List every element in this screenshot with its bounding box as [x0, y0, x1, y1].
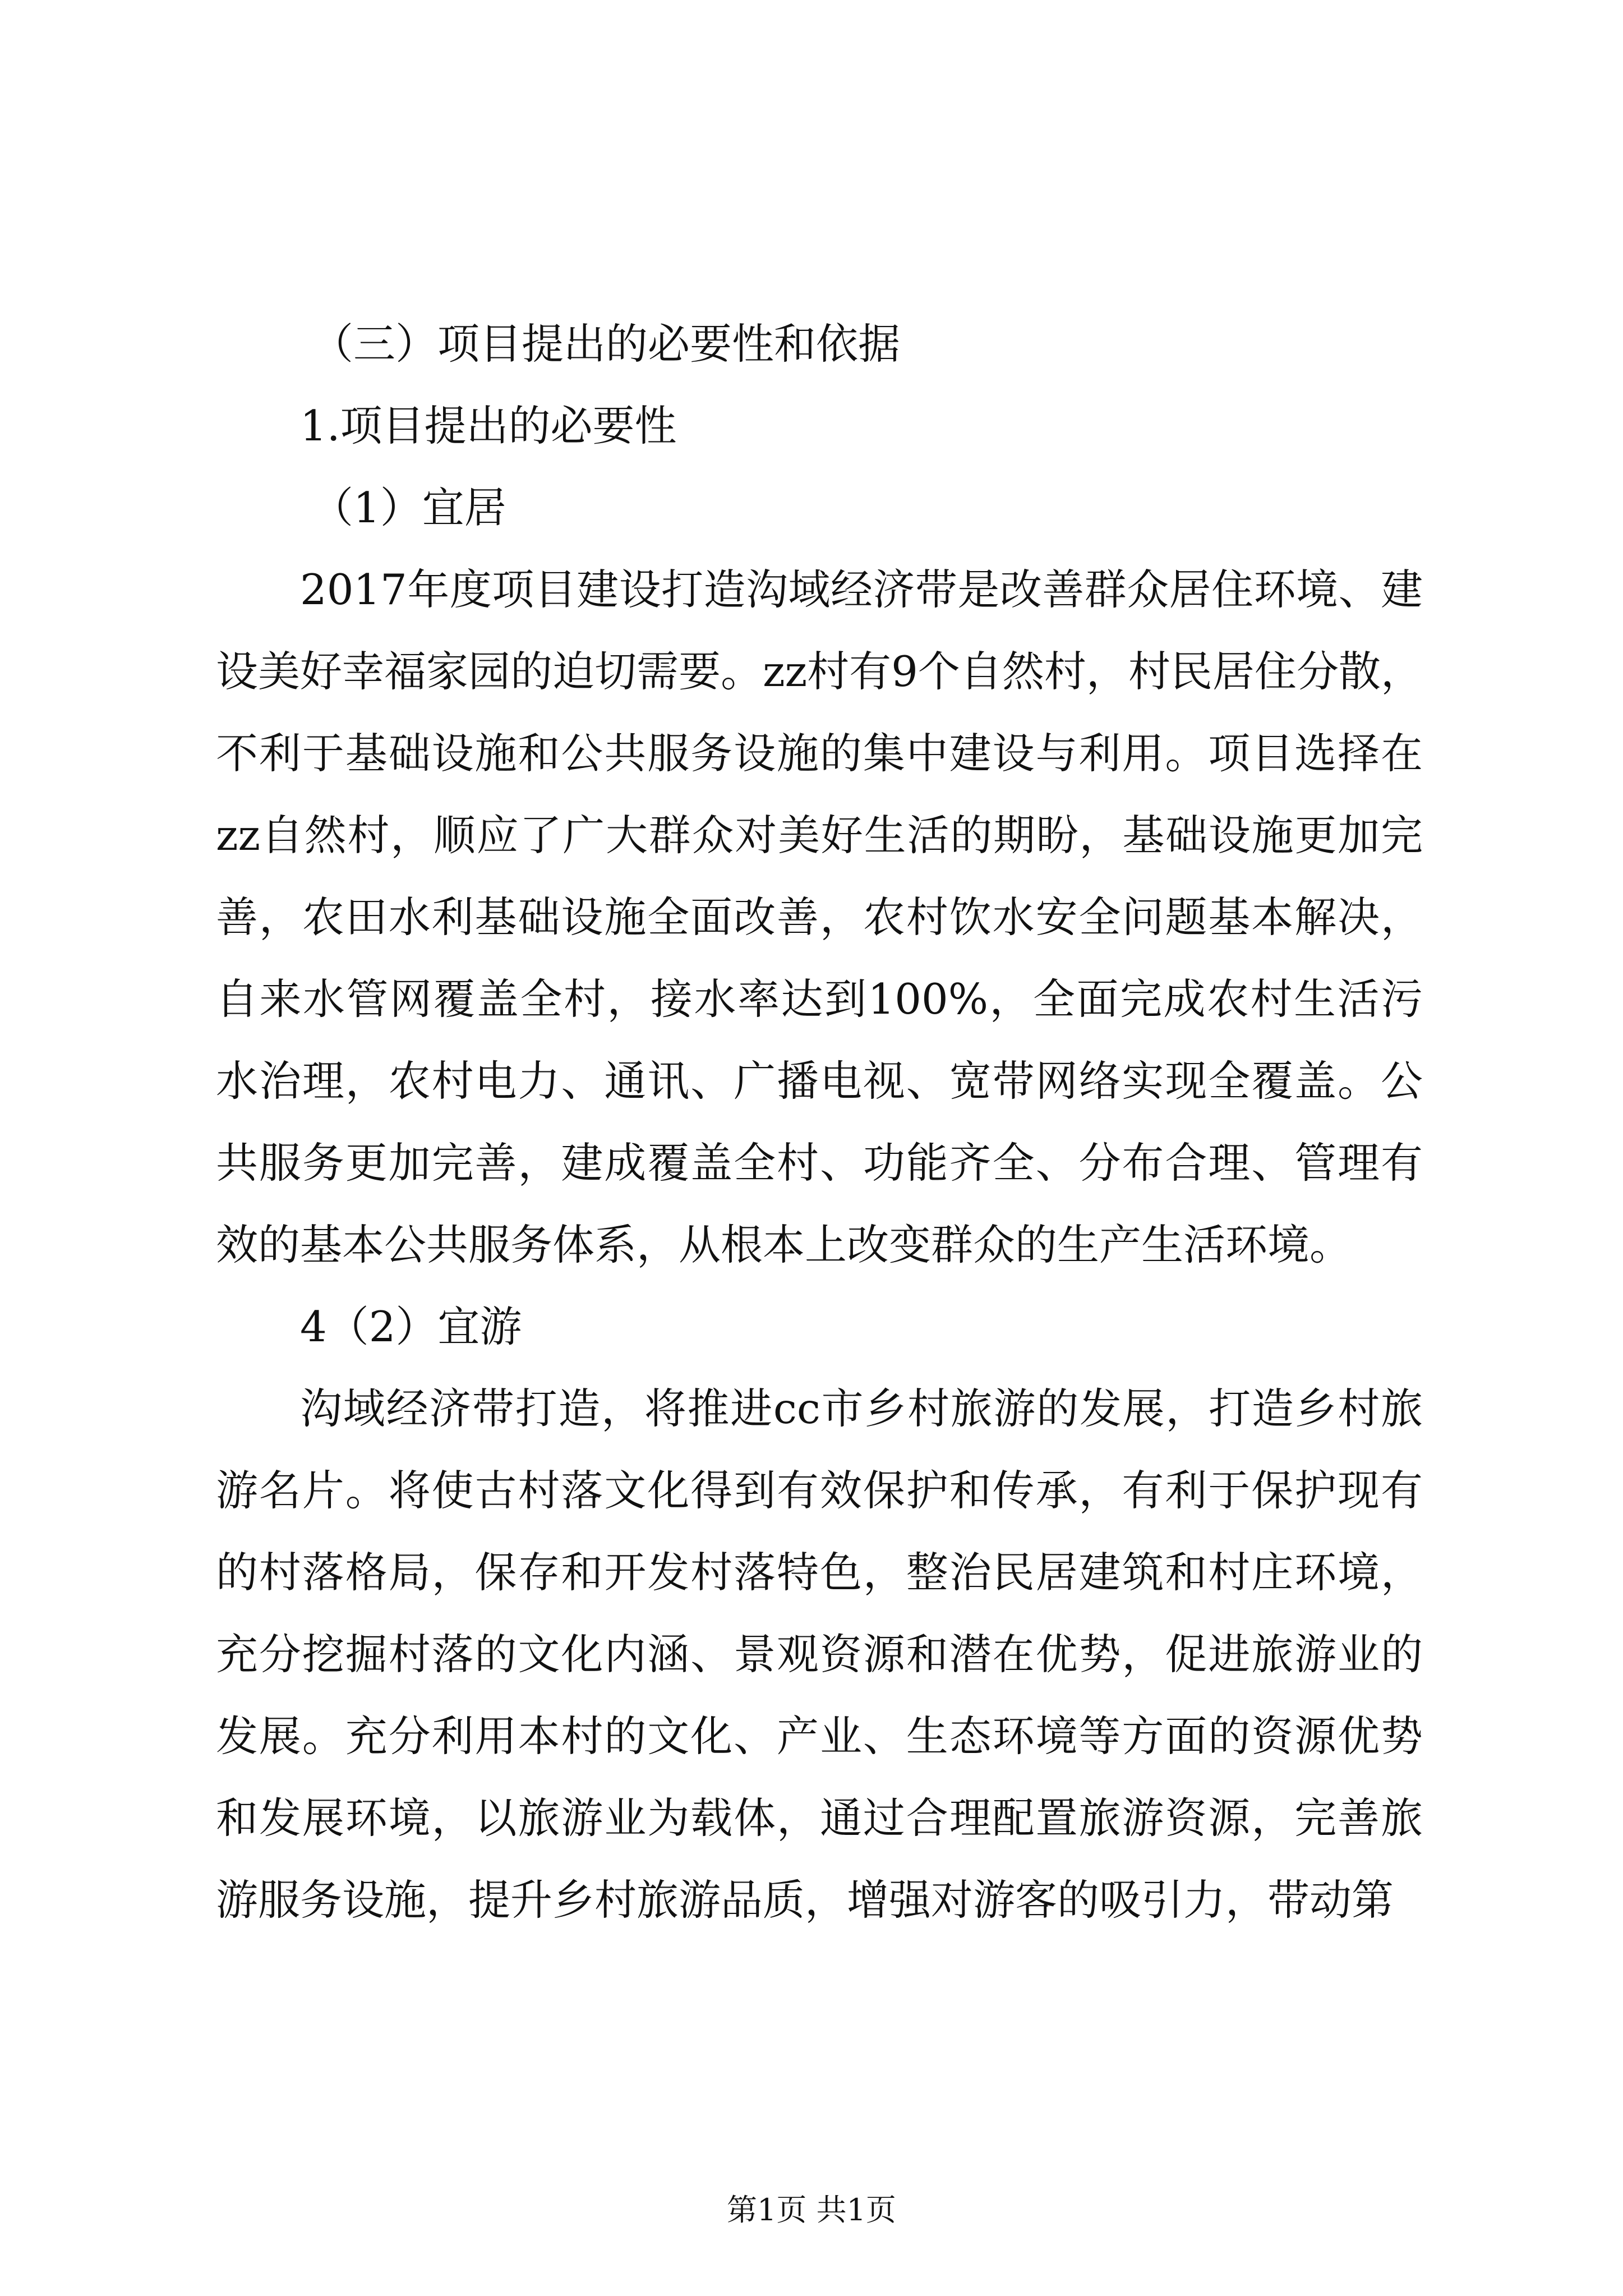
subsection-heading: 1.项目提出的必要性 [300, 401, 677, 450]
item1-heading: （1）宜居 [311, 483, 506, 532]
item1-paragraph: 2017年度项目建设打造沟域经济带是改善群众居住环境、建设美好幸福家园的迫切需要。zz村有9个自然村，村民居住分散，不利于基础设施和公共服务设施的集中建设与利用。项目选择在zz自然村，顺应了广大群众对美好生活的期盼，基础设施更加完善，农田水利基础设施全面改善，农村饮水安全问题基本解决，自来水管网覆盖全村，接水率达到100%，全面完成农村生活污水治理，农村电力、通讯、广播电视、宽带网络实现全覆盖。公共服务更加完善，建成覆盖全村、功能齐全、分布合理、管理有效的基本公共服务体系，从根本上改变群众的生产生活环境。 [216, 565, 1423, 1269]
item2-heading: 4（2）宜游 [300, 1302, 522, 1351]
section-heading: （三）项目提出的必要性和依据 [311, 319, 901, 369]
document-body [216, 303, 1423, 1941]
item2-paragraph: 沟域经济带打造，将推进cc市乡村旅游的发展，打造乡村旅游名片。将使古村落文化得到有效保护和传承，有利于保护现有的村落格局，保存和开发村落特色，整治民居建筑和村庄环境，充分挖掘村落的文化内涵、景观资源和潜在优势，促进旅游业的发展。充分利用本村的文化、产业、生态环境等方面的资源优势和发展环境，以旅游业为载体，通过合理配置旅游资源，完善旅游服务设施，提升乡村旅游品质，增强对游客的吸引力，带动第 [216, 1384, 1423, 1925]
page-footer: 第1页 共1页 [727, 2192, 896, 2228]
